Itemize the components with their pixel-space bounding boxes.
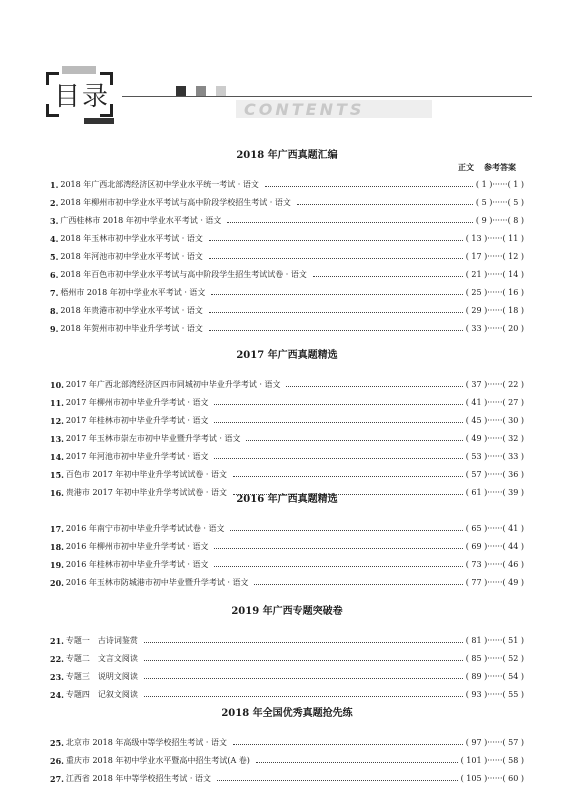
entry-number: 2.: [50, 198, 59, 208]
toc-entry[interactable]: [50, 268, 524, 282]
entry-number: 5.: [50, 252, 59, 262]
entry-title: 广西桂林市 2018 年初中学业水平考试 · 语文: [60, 216, 222, 225]
entry-title: 2017 年河池市初中毕业升学考试 · 语文: [65, 452, 209, 461]
entry-pages: ( 33 )······( 20 ): [465, 324, 524, 333]
section-title: 2019 年广西专题突破卷: [231, 606, 343, 617]
leader-dots: [214, 398, 462, 405]
entry-number: 25.: [50, 738, 64, 748]
entry-number: 9.: [50, 324, 59, 334]
entry-title: 2017 年玉林市崇左市初中毕业暨升学考试 · 语文: [65, 434, 241, 443]
entry-pages: ( 9 )······( 8 ): [475, 216, 524, 225]
toc-entry[interactable]: [50, 652, 524, 666]
leader-dots: [297, 198, 473, 205]
leader-dots: [217, 774, 458, 781]
leader-dots: [265, 180, 473, 187]
entry-title: 2018 年河池市初中学业水平考试 · 语文: [60, 252, 203, 261]
entry-title: 2018 年百色市初中学业水平考试与高中阶段学生招生考试试卷 · 语文: [60, 270, 307, 279]
decor-square-mid: [196, 86, 206, 96]
entry-number: 27.: [50, 774, 64, 784]
entry-title: 2018 年广西北部湾经济区初中学业水平统一考试 · 语文: [60, 180, 259, 189]
entry-title: 江西省 2018 年中等学校招生考试 · 语文: [65, 774, 211, 783]
toc-entry[interactable]: [50, 286, 524, 300]
toc-entry[interactable]: [50, 196, 524, 210]
entry-number: 24.: [50, 690, 64, 700]
leader-dots: [144, 654, 463, 661]
leader-dots: [246, 434, 462, 441]
entry-number: 12.: [50, 416, 64, 426]
entry-pages: ( 5 )······( 5 ): [475, 198, 524, 207]
toc-entry[interactable]: [50, 304, 524, 318]
leader-dots: [209, 324, 463, 331]
leader-dots: [214, 416, 462, 423]
decor-square-dark: [176, 86, 186, 96]
entry-title: 2016 年柳州市初中毕业升学考试 · 语文: [65, 542, 209, 551]
toc-entry[interactable]: [50, 378, 524, 392]
entry-number: 1.: [50, 180, 59, 190]
entry-title: 专题一 古诗词鉴赏: [65, 636, 138, 645]
entry-number: 11.: [50, 398, 64, 408]
toc-entry[interactable]: [50, 670, 524, 684]
leader-dots: [254, 578, 462, 585]
leader-dots: [313, 270, 463, 277]
toc-entry[interactable]: [50, 214, 524, 228]
toc-entry[interactable]: [50, 232, 524, 246]
entry-number: 10.: [50, 380, 64, 390]
toc-entry[interactable]: [50, 576, 524, 590]
entry-pages: ( 37 )······( 22 ): [465, 380, 524, 389]
toc-entry[interactable]: [50, 558, 524, 572]
entry-pages: ( 89 )······( 54 ): [465, 672, 524, 681]
entry-title: 2017 年桂林市初中毕业升学考试 · 语文: [65, 416, 209, 425]
toc-entry[interactable]: [50, 250, 524, 264]
entry-pages: ( 97 )······( 57 ): [465, 738, 524, 747]
entry-title: 北京市 2018 年高级中等学校招生考试 · 语文: [65, 738, 227, 747]
entry-number: 7.: [50, 288, 59, 298]
entry-number: 3.: [50, 216, 59, 226]
entry-pages: ( 1 )······( 1 ): [475, 180, 524, 189]
toc-entry[interactable]: [50, 634, 524, 648]
entry-number: 19.: [50, 560, 64, 570]
entry-pages: ( 49 )······( 32 ): [465, 434, 524, 443]
entry-pages: ( 93 )······( 55 ): [465, 690, 524, 699]
leader-dots: [256, 756, 458, 763]
page-title: 目录: [54, 82, 111, 112]
header-rule: [122, 96, 532, 97]
toc-entry[interactable]: [50, 396, 524, 410]
entry-number: 23.: [50, 672, 64, 682]
leader-dots: [144, 672, 463, 679]
entry-pages: ( 105 )······( 60 ): [460, 774, 524, 783]
decor-square-light: [216, 86, 226, 96]
leader-dots: [233, 738, 463, 745]
leader-dots: [144, 636, 463, 643]
entry-number: 22.: [50, 654, 64, 664]
entry-title: 梧州市 2018 年初中学业水平考试 · 语文: [60, 288, 206, 297]
entry-title: 2017 年广西北部湾经济区四市同城初中毕业升学考试 · 语文: [65, 380, 281, 389]
entry-pages: ( 77 )······( 49 ): [465, 578, 524, 587]
entry-pages: ( 53 )······( 33 ): [465, 452, 524, 461]
entry-number: 4.: [50, 234, 59, 244]
leader-dots: [227, 216, 472, 223]
toc-header: [46, 66, 532, 128]
leader-dots: [209, 234, 463, 241]
section-title: 2018 年全国优秀真题抢先练: [221, 708, 353, 719]
entry-title: 贵港市 2017 年初中毕业升学考试试卷 · 语文: [65, 488, 227, 497]
leader-dots: [211, 288, 462, 295]
entry-title: 百色市 2017 年初中毕业升学考试试卷 · 语文: [65, 470, 227, 479]
entry-number: 20.: [50, 578, 64, 588]
toc-entry[interactable]: [50, 754, 524, 768]
entry-number: 6.: [50, 270, 59, 280]
entry-number: 13.: [50, 434, 64, 444]
entry-number: 17.: [50, 524, 64, 534]
entry-number: 8.: [50, 306, 59, 316]
leader-dots: [230, 524, 462, 531]
entry-number: 21.: [50, 636, 64, 646]
entry-pages: ( 61 )······( 39 ): [465, 488, 524, 497]
entry-title: 2017 年柳州市初中毕业升学考试 · 语文: [65, 398, 209, 407]
leader-dots: [286, 380, 462, 387]
entry-number: 14.: [50, 452, 64, 462]
entry-pages: ( 81 )······( 51 ): [465, 636, 524, 645]
entry-title: 2018 年贺州市初中毕业升学考试 · 语文: [60, 324, 203, 333]
toc-entry[interactable]: [50, 772, 524, 786]
entry-title: 2018 年贵港市初中学业水平考试 · 语文: [60, 306, 203, 315]
entry-pages: ( 57 )······( 36 ): [465, 470, 524, 479]
toc-entry[interactable]: [50, 522, 524, 536]
leader-dots: [209, 306, 463, 313]
section-title: 2017 年广西真题精选: [236, 350, 338, 361]
contents-label: CONTENTS: [244, 100, 365, 119]
toc-entry[interactable]: [50, 468, 524, 482]
section-title: 2018 年广西真题汇编: [236, 150, 338, 161]
leader-dots: [144, 690, 463, 697]
entry-title: 2016 年玉林市防城港市初中毕业暨升学考试 · 语文: [65, 578, 249, 587]
title-frame: [46, 66, 120, 124]
leader-dots: [209, 252, 463, 259]
toc-entry[interactable]: [50, 736, 524, 750]
toc-entry[interactable]: [50, 322, 524, 336]
entry-pages: ( 73 )······( 46 ): [465, 560, 524, 569]
entry-pages: ( 21 )······( 14 ): [465, 270, 524, 279]
leader-dots: [233, 470, 463, 477]
entry-pages: ( 101 )······( 58 ): [460, 756, 524, 765]
toc-entry[interactable]: [50, 414, 524, 428]
leader-dots: [214, 560, 462, 567]
toc-entry[interactable]: [50, 432, 524, 446]
entry-pages: ( 65 )······( 41 ): [465, 524, 524, 533]
entry-number: 18.: [50, 542, 64, 552]
entry-title: 重庆市 2018 年初中学业水平暨高中招生考试(A 卷): [65, 756, 250, 765]
entry-pages: ( 69 )······( 44 ): [465, 542, 524, 551]
entry-pages: ( 25 )······( 16 ): [465, 288, 524, 297]
column-answer: 参考答案: [484, 162, 516, 172]
entry-title: 2018 年柳州市初中学业水平考试与高中阶段学校招生考试 · 语文: [60, 198, 291, 207]
leader-dots: [214, 452, 462, 459]
entry-number: 15.: [50, 470, 64, 480]
toc-entry[interactable]: [50, 450, 524, 464]
leader-dots: [214, 542, 462, 549]
entry-title: 专题三 说明文阅读: [65, 672, 138, 681]
entry-pages: ( 45 )······( 30 ): [465, 416, 524, 425]
entry-pages: ( 85 )······( 52 ): [465, 654, 524, 663]
entry-title: 专题四 记叙文阅读: [65, 690, 138, 699]
entry-pages: ( 17 )······( 12 ): [465, 252, 524, 261]
entry-pages: ( 29 )······( 18 ): [465, 306, 524, 315]
entry-number: 26.: [50, 756, 64, 766]
entry-pages: ( 41 )······( 27 ): [465, 398, 524, 407]
toc-entry[interactable]: [50, 540, 524, 554]
entry-title: 2016 年南宁市初中毕业升学考试试卷 · 语文: [65, 524, 225, 533]
entry-number: 16.: [50, 488, 64, 498]
column-headers: [458, 162, 526, 173]
toc-entry[interactable]: [50, 178, 524, 192]
column-main: 正文: [458, 162, 474, 172]
entry-title: 专题二 文言文阅读: [65, 654, 138, 663]
section-title: 2016 年广西真题精选: [236, 494, 338, 505]
entry-pages: ( 13 )······( 11 ): [465, 234, 524, 243]
toc-entry[interactable]: [50, 688, 524, 702]
entry-title: 2016 年桂林市初中毕业升学考试 · 语文: [65, 560, 209, 569]
entry-title: 2018 年玉林市初中学业水平考试 · 语文: [60, 234, 203, 243]
